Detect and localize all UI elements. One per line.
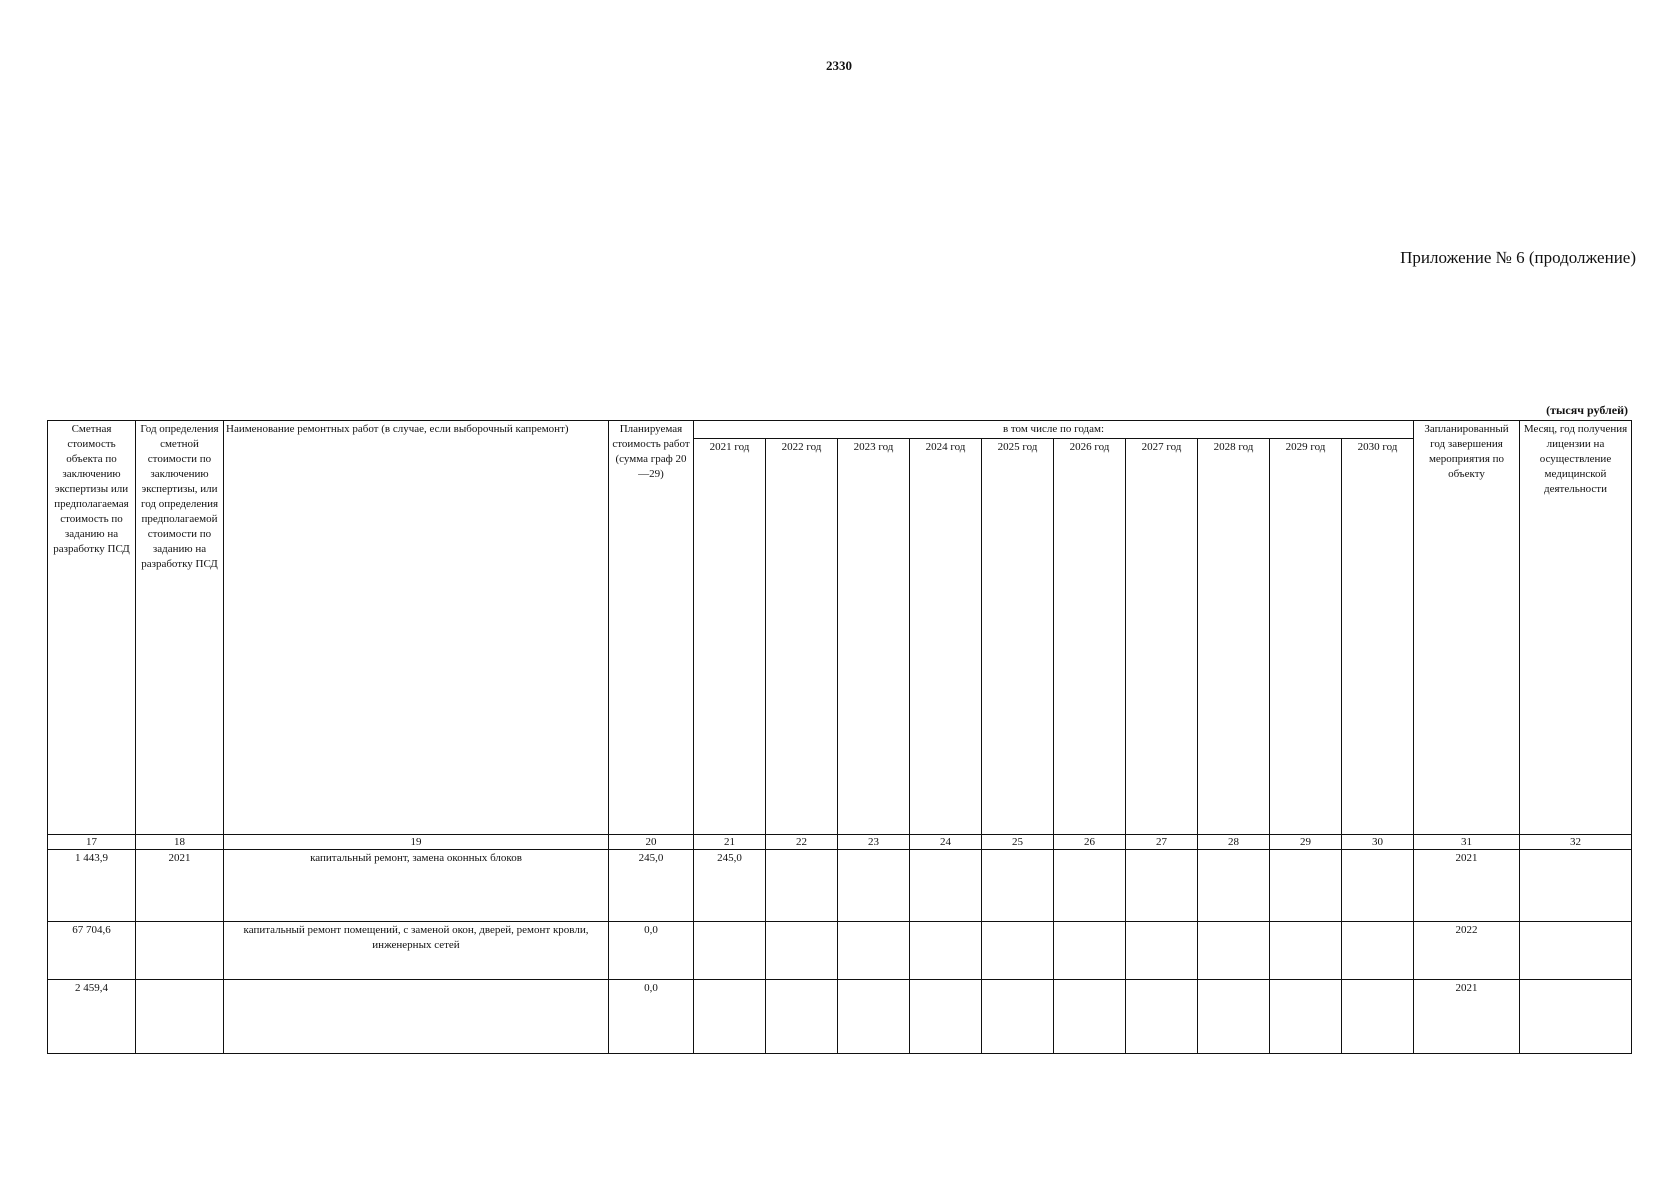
year-cell <box>1270 922 1342 980</box>
header-repair-works: Наименование ремонтных работ (в случае, если выборочный капремонт) <box>224 421 609 835</box>
year-cell <box>1198 980 1270 1054</box>
year-cell <box>1342 922 1414 980</box>
license-date-cell <box>1520 922 1632 980</box>
year-cell <box>1126 980 1198 1054</box>
year-determined-cell <box>136 922 224 980</box>
year-cell <box>1342 980 1414 1054</box>
header-estimated-cost: Сметная стоимость объекта по заключению экспертизы или предполагаемая стоимость по заданию на разработку ПСД <box>48 421 136 835</box>
header-year: 2027 год <box>1126 439 1198 835</box>
year-cell <box>982 922 1054 980</box>
year-cell <box>982 850 1054 922</box>
license-date-cell <box>1520 980 1632 1054</box>
year-determined-cell: 2021 <box>136 850 224 922</box>
year-cell <box>1126 850 1198 922</box>
column-number: 25 <box>982 835 1054 850</box>
completion-year-cell: 2021 <box>1414 850 1520 922</box>
year-2021-cell <box>694 980 766 1054</box>
year-cell <box>766 850 838 922</box>
column-number: 24 <box>910 835 982 850</box>
column-number: 26 <box>1054 835 1126 850</box>
year-cell <box>910 850 982 922</box>
table-row <box>48 980 1632 1054</box>
estimated-cost-cell: 67 704,6 <box>48 922 136 980</box>
header-year: 2022 год <box>766 439 838 835</box>
column-number: 20 <box>609 835 694 850</box>
column-number: 30 <box>1342 835 1414 850</box>
year-cell <box>1270 850 1342 922</box>
year-2021-cell <box>694 922 766 980</box>
header-year: 2030 год <box>1342 439 1414 835</box>
year-cell <box>766 980 838 1054</box>
column-number: 32 <box>1520 835 1632 850</box>
page-number: 2330 <box>826 58 852 73</box>
year-cell <box>1198 922 1270 980</box>
year-cell <box>1270 980 1342 1054</box>
header-license-date: Месяц, год получения лицензии на осуществление медицинской деятельности <box>1520 421 1632 835</box>
year-cell <box>910 980 982 1054</box>
year-determined-cell <box>136 980 224 1054</box>
year-cell <box>1198 850 1270 922</box>
header-year: 2021 год <box>694 439 766 835</box>
header-planned-cost: Планируемая стоимость работ (сумма граф 20—29) <box>609 421 694 835</box>
year-cell <box>1342 850 1414 922</box>
header-year: 2026 год <box>1054 439 1126 835</box>
year-cell <box>910 922 982 980</box>
header-year: 2029 год <box>1270 439 1342 835</box>
column-number: 23 <box>838 835 910 850</box>
units-label: (тысяч рублей) <box>1546 403 1628 417</box>
year-cell <box>766 922 838 980</box>
column-number: 17 <box>48 835 136 850</box>
table-row <box>48 922 1632 980</box>
repair-works-cell <box>224 980 609 1054</box>
year-cell <box>1054 922 1126 980</box>
header-year: 2024 год <box>910 439 982 835</box>
year-cell <box>1126 922 1198 980</box>
column-number: 28 <box>1198 835 1270 850</box>
appendix-title: Приложение № 6 (продолжение) <box>1400 248 1636 267</box>
header-year: 2028 год <box>1198 439 1270 835</box>
year-cell <box>838 980 910 1054</box>
year-cell <box>838 850 910 922</box>
column-number: 29 <box>1270 835 1342 850</box>
column-number: 18 <box>136 835 224 850</box>
year-cell <box>1054 980 1126 1054</box>
repair-works-cell: капитальный ремонт помещений, с заменой окон, дверей, ремонт кровли, инженерных сетей <box>224 922 609 980</box>
estimated-cost-cell: 2 459,4 <box>48 980 136 1054</box>
header-year: 2023 год <box>838 439 910 835</box>
completion-year-cell: 2022 <box>1414 922 1520 980</box>
column-number: 27 <box>1126 835 1198 850</box>
year-cell <box>982 980 1054 1054</box>
year-2021-cell: 245,0 <box>694 850 766 922</box>
year-cell <box>1054 850 1126 922</box>
repair-works-cell: капитальный ремонт, замена оконных блоков <box>224 850 609 922</box>
column-numbers-row <box>48 835 1632 850</box>
column-number: 21 <box>694 835 766 850</box>
header-row <box>48 421 1632 439</box>
planned-cost-cell: 0,0 <box>609 980 694 1054</box>
capital-repair-table <box>47 420 1632 1054</box>
column-number: 22 <box>766 835 838 850</box>
license-date-cell <box>1520 850 1632 922</box>
planned-cost-cell: 0,0 <box>609 922 694 980</box>
estimated-cost-cell: 1 443,9 <box>48 850 136 922</box>
header-year: 2025 год <box>982 439 1054 835</box>
table-row <box>48 850 1632 922</box>
completion-year-cell: 2021 <box>1414 980 1520 1054</box>
column-number: 31 <box>1414 835 1520 850</box>
header-years-group: в том числе по годам: <box>694 421 1414 439</box>
header-completion-year: Запланированный год завершения мероприятия по объекту <box>1414 421 1520 835</box>
year-cell <box>838 922 910 980</box>
column-number: 19 <box>224 835 609 850</box>
planned-cost-cell: 245,0 <box>609 850 694 922</box>
header-year-determined: Год определения сметной стоимости по заключению экспертизы, или год определения предполагаемой стоимости по заданию на разработку ПСД <box>136 421 224 835</box>
